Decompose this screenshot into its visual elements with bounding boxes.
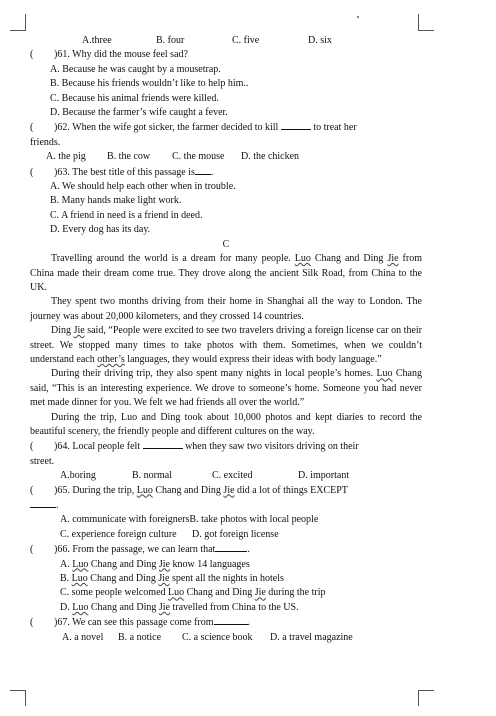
q64-stem (30, 439, 422, 454)
q60-option-a: A.three (82, 35, 112, 46)
crop-mark (418, 14, 419, 30)
q64-option-a: A.boring (60, 470, 96, 482)
q62-option-a: A. the pig (46, 151, 86, 163)
answer-blank (30, 498, 56, 508)
q61-option-d: D. Because the farmer’s wife caught a fever. (50, 107, 228, 119)
crop-mark (418, 690, 419, 706)
q67-option-a: A. a novel (62, 631, 104, 643)
q63-option-b: B. Many hands make light work. (50, 195, 182, 207)
q65-option-c: C. experience foreign culture (60, 528, 177, 540)
q60-options (30, 34, 422, 48)
answer-blank (143, 439, 183, 449)
answer-paren: ( (30, 122, 34, 134)
crop-mark (418, 690, 434, 691)
answer-blank (214, 615, 248, 625)
q66-option-a: A. Luo Chang and Ding Jie know 14 languages (60, 558, 250, 570)
question-text: )66. From the passage, we can learn that (54, 544, 216, 556)
q64-option-d: D. important (298, 470, 350, 482)
passage-paragraph-4: During their driving trip, they also spent many nights in local people’s homes. Luo Chang said, “This is an interesting experience. We drove to someone’s home. Someone you had never met made dinner for you. We felt we had friends all over the world.” (30, 368, 422, 409)
q64-option-c: C. excited (212, 470, 253, 482)
q61-stem (30, 48, 422, 62)
q64-option-b: B. normal (132, 470, 172, 482)
crop-mark (25, 690, 26, 706)
q63-stem (30, 165, 422, 180)
crop-mark (25, 14, 26, 30)
q64-stem-cont: street. (30, 455, 55, 467)
question-text: . (210, 166, 214, 178)
crop-mark (10, 690, 26, 691)
q64-options (30, 469, 422, 483)
answer-paren: ( (30, 166, 34, 178)
q65-options-cd (30, 528, 422, 542)
page-speck (357, 16, 359, 18)
answer-paren: ( (30, 441, 34, 453)
crop-mark (10, 30, 26, 31)
q66-option-c: C. some people welcomed Luo Chang and Ding Jie during the trip (60, 587, 326, 599)
q63-option-a: A. We should help each other when in trouble. (50, 181, 236, 193)
passage-paragraph-2: They spent two months driving from their home in Shanghai all the way to London. The journey was about 20,000 kilometers, and they crossed 14 countries. (30, 296, 422, 322)
passage-paragraph-3: Ding Jie said, “People were excited to see two travelers driving a foreign license car on their street. We stopped many times to take photos with them. Sometimes, when we couldn’t understand each other’s languages, they would express their ideas with body language.” (30, 325, 422, 365)
q62-option-b: B. the cow (107, 151, 151, 163)
q67-option-d: D. a travel magazine (270, 631, 353, 643)
q60-option-c: C. five (232, 35, 260, 46)
answer-blank (195, 165, 211, 175)
q66-option-b: B. Luo Chang and Ding Jie spent all the nights in hotels (60, 573, 284, 585)
q62-option-c: C. the mouse (172, 151, 225, 163)
question-text: )67. We can see this passage come from (54, 617, 214, 629)
question-text: )63. The best title of this passage is (54, 166, 195, 178)
q62-option-d: D. the chicken (241, 151, 300, 163)
q62-stem-cont: friends. (30, 136, 61, 148)
q65-option-ab: A. communicate with foreignersB. take photos with local people (60, 514, 319, 526)
q65-stem-cont: . (30, 498, 422, 513)
q67-options (30, 631, 422, 645)
q62-options (30, 150, 422, 164)
question-text: )61. Why did the mouse feel sad? (54, 49, 188, 61)
answer-blank (281, 120, 311, 130)
q61-option-b: B. Because his friends wouldn’t like to help him.. (50, 78, 249, 90)
q67-option-b: B. a notice (118, 631, 162, 643)
answer-paren: ( (30, 484, 34, 496)
answer-paren: ( (30, 544, 34, 556)
exam-page (30, 34, 422, 645)
q67-stem: ( )67. We can see this passage come from . (30, 615, 422, 630)
crop-mark (418, 30, 434, 31)
question-text: when they saw two visitors driving on their (185, 441, 359, 453)
q61-option-c: C. Because his animal friends were killed. (50, 92, 219, 104)
question-text: to treat her (313, 122, 357, 134)
q66-option-d: D. Luo Chang and Ding Jie travelled from China to the US. (60, 601, 299, 613)
q66-stem: ( )66. From the passage, we can learn that . (30, 542, 422, 557)
q60-option-b: B. four (156, 35, 185, 46)
q60-option-d: D. six (308, 35, 332, 46)
question-text: )62. When the wife got sicker, the farmer decided to kill (54, 122, 279, 134)
section-heading: C (222, 238, 230, 250)
answer-paren: ( (30, 49, 34, 61)
answer-blank (215, 542, 247, 552)
q63-option-d: D. Every dog has its day. (50, 224, 151, 236)
q61-option-a: A. Because he was caught by a mousetrap. (50, 63, 221, 75)
q67-option-c: C. a science book (182, 631, 253, 643)
question-text: )64. Local people felt (54, 441, 141, 453)
q63-option-c: C. A friend in need is a friend in deed. (50, 209, 203, 221)
passage-paragraph-1: Travelling around the world is a dream for many people. Luo Chang and Ding Jie from China made their dream come true. They drove along the ancient Silk Road, from China to the UK. (30, 253, 422, 293)
q65-option-d: D. got foreign license (192, 528, 279, 540)
q62-stem (30, 120, 422, 135)
passage-paragraph-5: During the trip, Luo and Ding took about 10,000 photos and kept diaries to record the beautiful scenery, the friendly people and different cultures on the way. (30, 411, 422, 437)
q65-stem: ( )65. During the trip, Luo Chang and Ding Jie did a lot of things EXCEPT (30, 484, 422, 498)
answer-paren: ( (30, 617, 34, 629)
